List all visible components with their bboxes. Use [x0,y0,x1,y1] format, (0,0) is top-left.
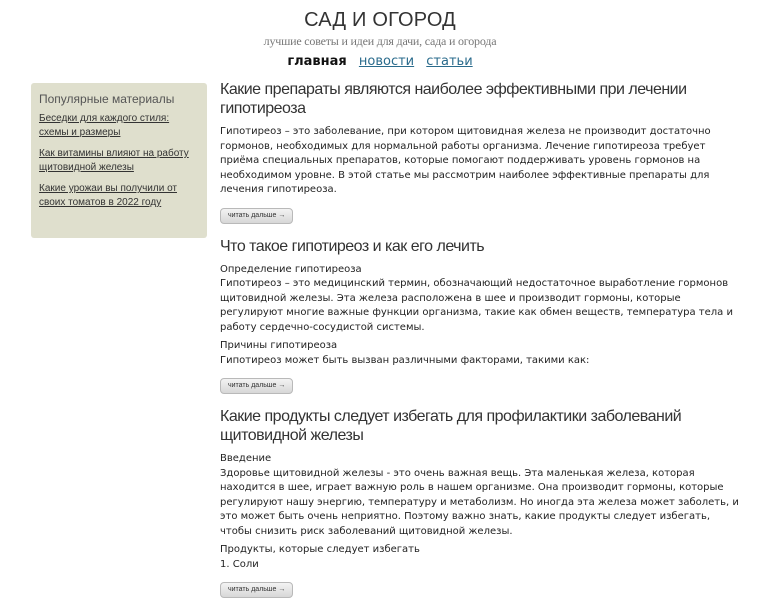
nav-item-articles[interactable]: статьи [426,54,473,69]
nav-item-home[interactable]: главная [287,54,347,69]
article [220,407,740,598]
article-title[interactable]: Какие продукты следует избегать для профилактики заболеваний щитовидной железы [220,408,682,444]
site-tagline: лучшие советы и идеи для дачи, сада и огорода [263,34,497,48]
article-text: Гипотиреоз – это медицинский термин, обозначающий недостаточное выработление гормонов щитовидной железы. Эта железа расположена в шее и производит гормоны, которые регулируют многие важные функции организма, такие как обмен веществ, температура тела и работу сердечно-сосудистой системы. [220,278,733,333]
read-more-button[interactable]: читать дальше → [220,582,293,598]
article-subhead: Продукты, которые следует избегать [220,544,420,555]
nav-item-news[interactable]: новости [358,54,415,69]
article-text: Гипотиреоз – это заболевание, при котором щитовидная железа не производит достаточно гормонов, необходимых для нормальной работы организма. Лечение гипотиреоза требует приёма специальных препаратов, которые помогают поддерживать уровень гормонов на необходимом уровне. В этой статье мы рассмотрим наиболее эффективные препараты для лечения гипотиреоза. [220,126,711,195]
article-subhead: Причины гипотиреоза [220,340,338,351]
main-nav [0,54,760,69]
article-paragraph [220,543,740,572]
sidebar-link[interactable]: Какие урожаи вы получили от своих томатов в 2022 году [39,183,177,208]
article-paragraph [220,339,740,368]
article-list [220,80,740,611]
article-title[interactable]: Что такое гипотиреоз и как его лечить [220,237,485,255]
sidebar-title: Популярные материалы [39,92,175,106]
article-text: Гипотиреоз может быть вызван различными факторами, такими как: [220,354,590,366]
article-paragraph [220,452,740,539]
sidebar-link[interactable]: Как витамины влияют на работу щитовидной железы [39,148,189,173]
read-more-button[interactable]: читать дальше → [220,378,293,394]
article-text: 1. Соли [220,558,259,570]
read-more-button[interactable]: читать дальше → [220,208,293,224]
article-text: Здоровье щитовидной железы - это очень важная вещь. Эта маленькая железа, которая находится в шее, играет важную роль в нашем организме. Она производит гормоны, которые регулируют нашу энергию, температуру и метаболизм. Но иногда эта железа может заболеть, и это может быть очень неприятно. Поэтому важно знать, какие продукты следует избегать, чтобы снизить риск заболеваний щитовидной железы. [220,467,739,537]
article-title[interactable]: Какие препараты являются наиболее эффективными при лечении гипотиреоза [220,81,687,117]
article [220,80,740,224]
site-title[interactable]: САД И ОГОРОД [304,9,456,31]
sidebar-link[interactable]: Беседки для каждого стиля: схемы и размеры [39,113,170,138]
article-paragraph [220,125,740,198]
article-subhead: Определение гипотиреоза [220,263,362,275]
article [220,237,740,395]
article-subhead: Введение [220,453,272,464]
sidebar-popular [31,83,207,238]
article-paragraph [220,263,740,336]
